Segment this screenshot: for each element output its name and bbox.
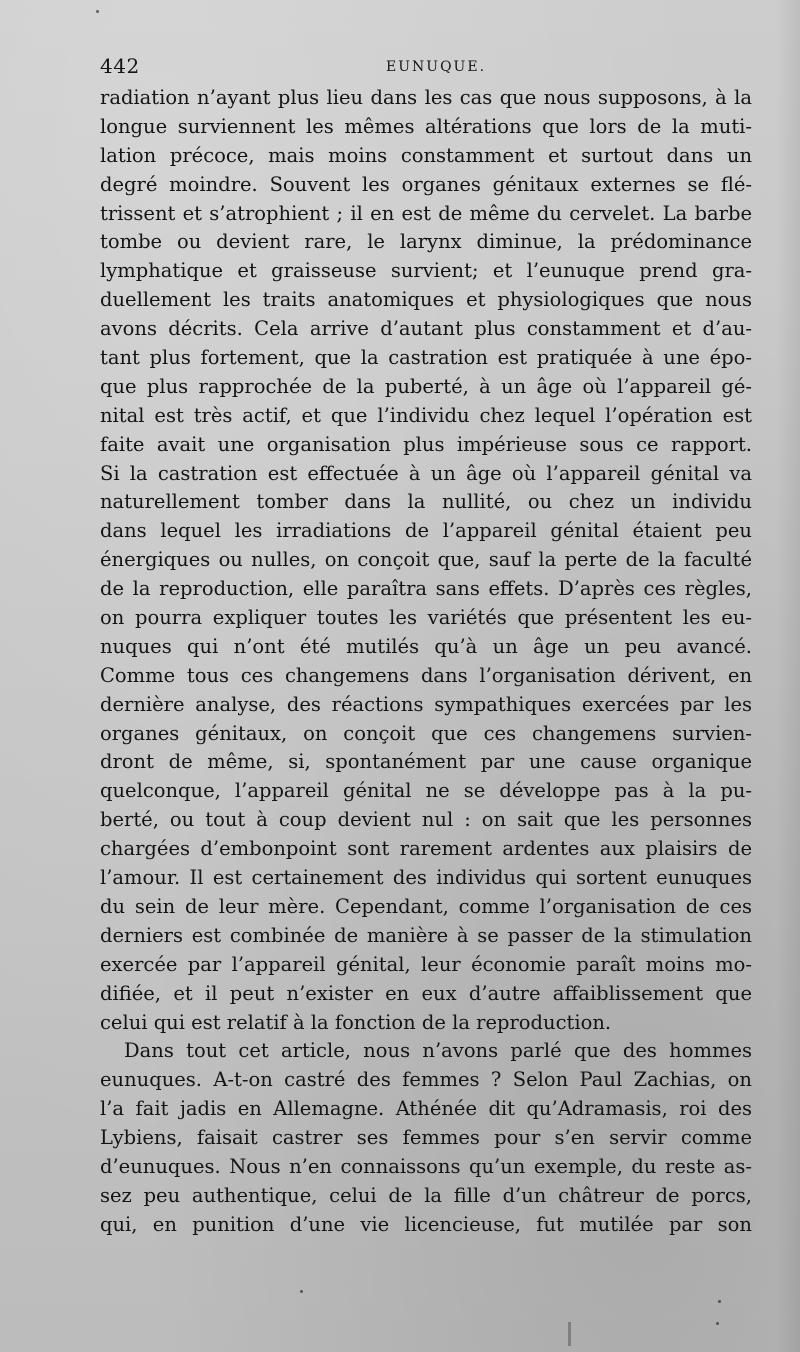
text-line: de la reproduction, elle paraîtra sans effets. D’après ces règles, xyxy=(100,577,752,601)
text-line: chargées d’embonpoint sont rarement ardentes aux plaisirs de xyxy=(100,837,752,861)
text-line: tant plus fortement, que la castration est pratiquée à une épo- xyxy=(100,346,752,370)
text-line: organes génitaux, on conçoit que ces changemens survien- xyxy=(100,721,752,745)
text-line: lation précoce, mais moins constamment et surtout dans un xyxy=(100,143,752,167)
text-line: faite avait une organisation plus impérieuse sous ce rapport. xyxy=(100,432,752,456)
text-line: quelconque, l’appareil génital ne se développe pas à la pu- xyxy=(100,779,752,803)
text-line: radiation n’ayant plus lieu dans les cas que nous supposons, à la xyxy=(100,86,752,109)
text-line: dernière analyse, des réactions sympathiques exercées par les xyxy=(100,692,752,716)
text-line: dans lequel les irradiations de l’appareil génital étaient peu xyxy=(100,519,752,543)
text-line: d’eunuques. Nous n’en connaissons qu’un exemple, du reste as- xyxy=(100,1154,752,1178)
text-line: nital est très actif, et que l’individu chez lequel l’opération est xyxy=(100,403,752,427)
paper-speck xyxy=(718,1300,721,1303)
text-line: berté, ou tout à coup devient nul : on sait que les personnes xyxy=(100,808,752,832)
text-line: trissent et s’atrophient ; il en est de même du cervelet. La barbe xyxy=(100,201,752,225)
text-line: difiée, et il peut n’exister en eux d’autre affaiblissement que xyxy=(100,981,752,1005)
page-number: 442 xyxy=(100,54,140,78)
text-line: l’amour. Il est certainement des individus qui sortent eunuques xyxy=(100,866,752,890)
text-line: naturellement tomber dans la nullité, ou chez un individu xyxy=(100,490,752,514)
text-line: Comme tous ces changemens dans l’organisation dérivent, en xyxy=(100,663,752,687)
paragraph-start-line: Dans tout cet article, nous n’avons parlé que des hommes xyxy=(124,1039,752,1063)
paper-speck xyxy=(300,1290,303,1293)
paper-speck xyxy=(716,1322,719,1325)
text-line: nuques qui n’ont été mutilés qu’à un âge un peu avancé. xyxy=(100,634,752,658)
text-line: lymphatique et graisseuse survient; et l’eunuque prend gra- xyxy=(100,259,752,283)
text-line: Si la castration est effectuée à un âge où l’appareil génital va xyxy=(100,461,752,485)
body-text xyxy=(100,84,752,1240)
text-line: du sein de leur mère. Cependant, comme l’organisation de ces xyxy=(100,894,752,918)
page-edge-shadow xyxy=(776,0,800,1352)
running-head: EUNUQUE. xyxy=(386,59,487,75)
text-line: eunuques. A-t-on castré des femmes ? Selon Paul Zachias, on xyxy=(100,1068,752,1092)
text-line: tombe ou devient rare, le larynx diminue, la prédominance xyxy=(100,230,752,254)
paper-speck xyxy=(96,10,99,13)
text-line: celui qui est relatif à la fonction de la reproduction. xyxy=(100,1010,612,1034)
text-line: Lybiens, faisait castrer ses femmes pour s’en servir comme xyxy=(100,1126,752,1150)
text-line: sez peu authentique, celui de la fille d’un châtreur de porcs, xyxy=(100,1183,752,1207)
text-line: que plus rapprochée de la puberté, à un âge où l’appareil gé- xyxy=(100,374,752,398)
text-line: duellement les traits anatomiques et physiologiques que nous xyxy=(100,288,752,312)
page-header xyxy=(100,54,752,78)
text-line: avons décrits. Cela arrive d’autant plus constamment et d’au- xyxy=(100,317,752,341)
paper-mark xyxy=(568,1322,571,1346)
text-line: derniers est combinée de manière à se passer de la stimulation xyxy=(100,923,752,947)
text-line: longue surviennent les mêmes altérations que lors de la muti- xyxy=(100,114,752,138)
text-line: dront de même, si, spontanément par une cause organique xyxy=(100,750,752,774)
text-line: degré moindre. Souvent les organes génitaux externes se flé- xyxy=(100,172,752,196)
text-line: énergiques ou nulles, on conçoit que, sauf la perte de la faculté xyxy=(100,548,752,572)
text-line: qui, en punition d’une vie licencieuse, fut mutilée par son xyxy=(100,1212,752,1236)
text-line: exercée par l’appareil génital, leur économie paraît moins mo- xyxy=(100,952,752,976)
text-line: on pourra expliquer toutes les variétés que présentent les eu- xyxy=(100,606,752,630)
text-line: l’a fait jadis en Allemagne. Athénée dit qu’Adramasis, roi des xyxy=(100,1097,752,1121)
